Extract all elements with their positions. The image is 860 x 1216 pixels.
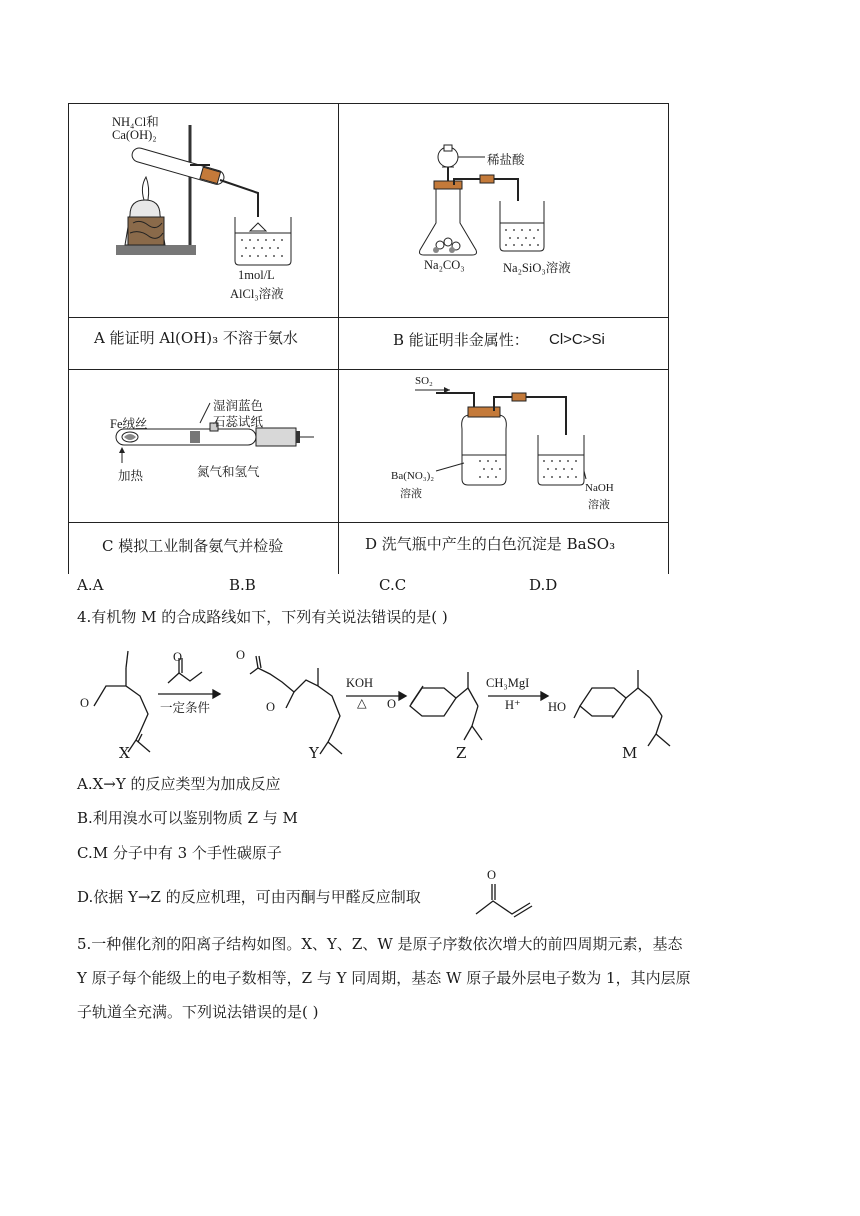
apparatus-c-diagram	[70, 371, 336, 521]
compound-label-m: M	[622, 744, 638, 762]
q4-option-a[interactable]: A.X→Y 的反应类型为加成反应	[77, 775, 281, 793]
q4-stem: 4.有机物 M 的合成路线如下，下列有关说法错误的是( )	[77, 608, 448, 626]
paper-label-2: 石蕊试纸	[213, 415, 264, 429]
q5-line-2: Y 原子每个能级上的电子数相等，Z 与 Y 同周期，基态 W 原子最外层电子数为 1，其内层原	[77, 969, 691, 987]
caption-a: A 能证明 Al(OH)₃ 不溶于氨水	[94, 329, 298, 347]
caption-b-order: Cl>C>Si	[549, 331, 605, 348]
compound-label-z: Z	[456, 744, 467, 762]
caption-c: C 模拟工业制备氨气并检验	[102, 537, 284, 555]
naoh-label-1: NaOH	[585, 482, 614, 494]
step3-reagent: CH₃MgI	[486, 676, 530, 690]
acid-label: 稀盐酸	[487, 153, 525, 167]
naoh-label-2: 溶液	[588, 499, 610, 511]
reagent-label-1: NH₄Cl和	[112, 115, 159, 129]
bottle-label-1: Ba(NO₃)₂	[391, 470, 435, 482]
caption-b-prefix: B 能证明非金属性：	[393, 331, 529, 349]
solution-label-1: 1mol/L	[238, 268, 275, 282]
q3-option-c[interactable]: C.C	[379, 576, 407, 594]
apparatus-b-diagram	[340, 105, 668, 315]
gas-label: 氮气和氢气	[197, 465, 260, 479]
q4-option-d[interactable]: D.依据 Y→Z 的反应机理，可由丙酮与甲醛反应制取	[77, 888, 421, 906]
q3-option-b[interactable]: B.B	[229, 576, 256, 594]
apparatus-d-diagram	[340, 371, 668, 521]
compound-label-y: Y	[309, 744, 319, 762]
q3-option-d[interactable]: D.D	[529, 576, 558, 594]
gas-in-label: SO₂	[415, 375, 433, 387]
compound-x-structure	[94, 651, 150, 752]
wire-label: Fe绒丝	[110, 417, 148, 431]
q4-option-c[interactable]: C.M 分子中有 3 个手性碳原子	[77, 844, 282, 862]
compound-y-structure	[250, 656, 342, 754]
step1-condition: 一定条件	[160, 701, 211, 715]
compound-label-x: X	[119, 744, 130, 762]
q4-option-b[interactable]: B.利用溴水可以鉴别物质 Z 与 M	[77, 809, 298, 827]
step3-condition: H⁺	[505, 698, 521, 712]
step2-reagent: KOH	[346, 676, 374, 690]
atom-o-y-top: O	[236, 648, 246, 662]
q5-line-1: 5.一种催化剂的阳离子结构如图。X、Y、Z、W 是原子序数依次增大的前四周期元素，基态	[77, 935, 683, 953]
atom-o-y-bottom: O	[266, 700, 276, 714]
heat-label: 加热	[118, 469, 144, 483]
atom-o-acrolein: O	[173, 650, 183, 664]
compound-m-structure	[574, 670, 670, 746]
atom-o-z: O	[387, 697, 397, 711]
methyl-vinyl-ketone-structure	[470, 872, 544, 920]
bottle-label-2: 溶液	[400, 488, 422, 500]
solution-label-2: AlCl₃溶液	[230, 287, 284, 301]
apparatus-a-diagram	[70, 105, 336, 315]
step2-condition: △	[357, 696, 367, 710]
flask-label: Na₂CO₃	[424, 258, 465, 272]
reagent-label-2: Ca(OH)₂	[112, 128, 157, 142]
atom-o-x: O	[80, 696, 90, 710]
atom-ho-m: HO	[548, 700, 567, 714]
q5-line-3: 子轨道全充满。下列说法错误的是( )	[77, 1003, 319, 1021]
paper-label-1: 湿润蓝色	[213, 399, 264, 413]
beaker-label: Na₂SiO₃溶液	[503, 261, 571, 275]
caption-d: D 洗气瓶中产生的白色沉淀是 BaSO₃	[365, 535, 616, 553]
atom-o-mvk: O	[487, 868, 497, 882]
q3-option-a[interactable]: A.A	[77, 576, 104, 594]
compound-z-structure	[410, 672, 482, 740]
